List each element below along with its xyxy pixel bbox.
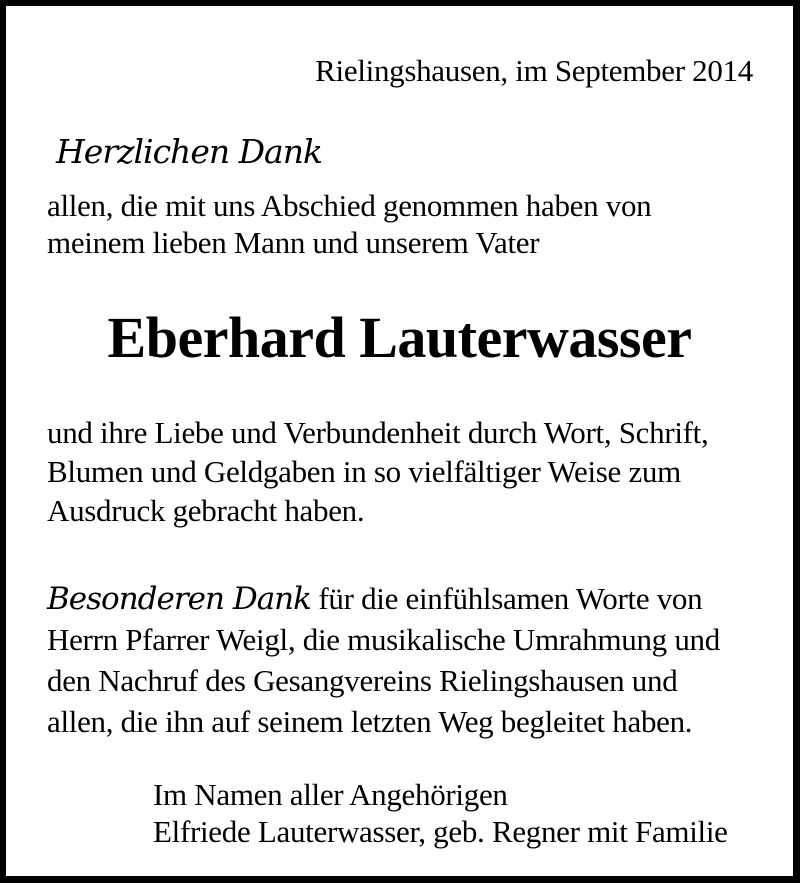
signature-line-2: Elfriede Lauterwasser, geb. Regner mit Familie bbox=[153, 814, 728, 849]
body-line-1: und ihre Liebe und Verbundenheit durch Wort, Schrift, bbox=[47, 415, 709, 450]
special-thanks-line-1 bbox=[47, 580, 702, 618]
special-thanks-line-4: allen, die ihn auf seinem letzten Weg begleitet haben. bbox=[47, 704, 693, 739]
heading-herzlichen-dank: Herzlichen Dank bbox=[56, 132, 322, 171]
obituary-thank-you-card bbox=[6, 6, 793, 876]
body-line-2: Blumen und Geldgaben in so vielfältiger Weise zum bbox=[47, 454, 681, 489]
special-thanks-line-3: den Nachruf des Gesangvereins Rielingshausen und bbox=[47, 663, 678, 698]
body-line-3: Ausdruck gebracht haben. bbox=[47, 493, 365, 528]
signature-line-1: Im Namen aller Angehörigen bbox=[153, 777, 508, 812]
intro-line-2: meinem lieben Mann und unserem Vater bbox=[47, 225, 540, 260]
special-thanks-line-2: Herrn Pfarrer Weigl, die musikalische Umrahmung und bbox=[47, 622, 720, 657]
special-thanks-script-lead: Besonderen Dank bbox=[47, 581, 311, 617]
deceased-name: Eberhard Lauterwasser bbox=[107, 305, 692, 370]
special-thanks-line-1-rest: für die einfühlsamen Worte von bbox=[310, 581, 703, 616]
intro-line-1: allen, die mit uns Abschied genommen haben von bbox=[47, 188, 652, 223]
place-date: Rielingshausen, im September 2014 bbox=[315, 53, 753, 88]
